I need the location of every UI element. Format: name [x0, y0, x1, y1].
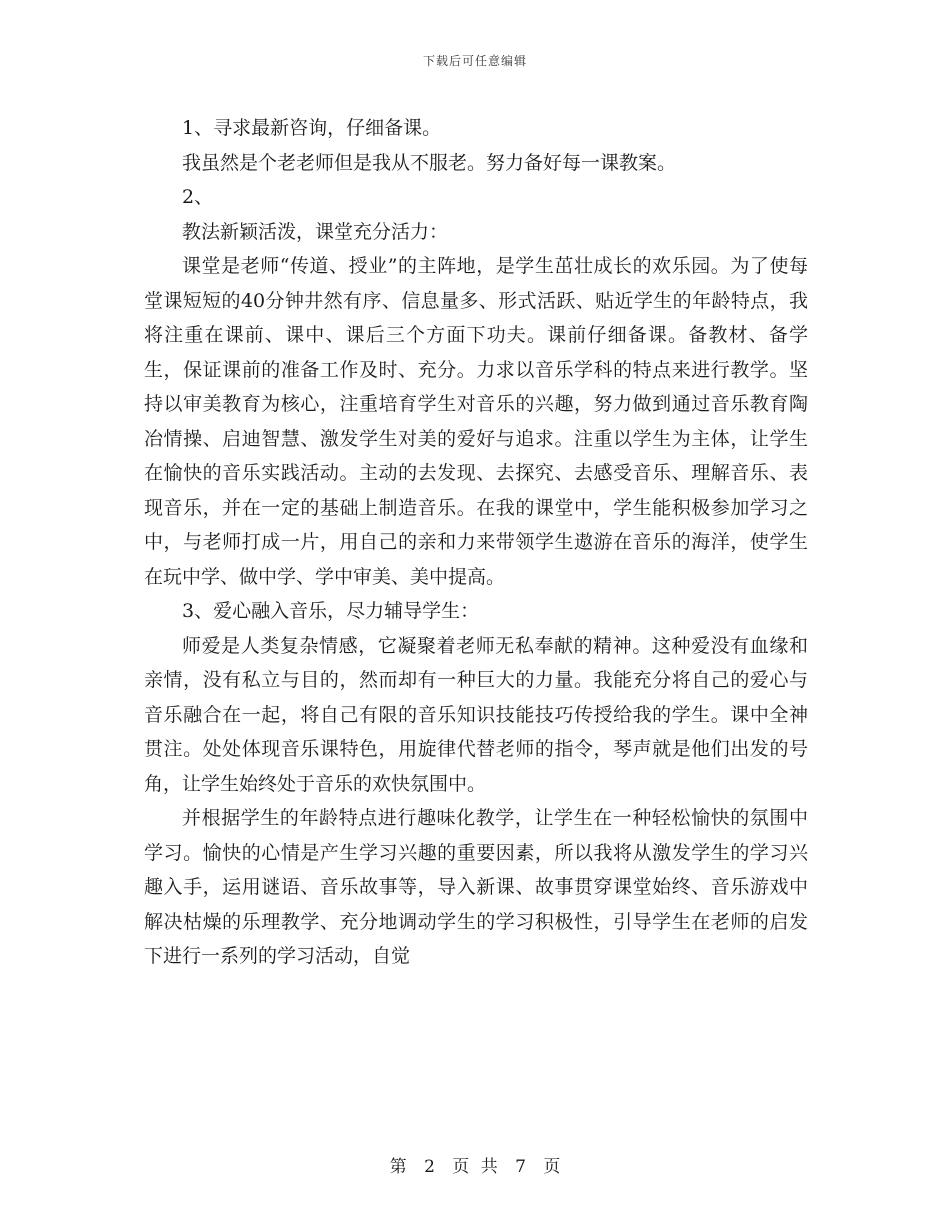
paragraph-5: 课堂是老师“传道、授业”的主阵地，是学生茁壮成长的欢乐园。为了使每堂课短短的40分钟井然有序、信息量多、形式活跃、贴近学生的年龄特点，我将注重在课前、课中、课后三个方面下功夫。课前仔细备课。备教材、备学生，保证课前的准备工作及时、充分。力求以音乐学科的特点来进行教学。坚持以审美教育为核心，注重培育学生对音乐的兴趣，努力做到通过音乐教育陶冶情操、启迪智慧、激发学生对美的爱好与追求。注重以学生为主体，让学生在愉快的音乐实践活动。主动的去发现、去探究、去感受音乐、理解音乐、表现音乐，并在一定的基础上制造音乐。在我的课堂中，学生能积极参加学习之中，与老师打成一片，用自己的亲和力来带领学生遨游在音乐的海洋，使学生在玩中学、做中学、学中审美、美中提高。 [144, 255, 808, 588]
paragraph-8: 并根据学生的年龄特点进行趣味化教学，让学生在一种轻松愉快的氛围中学习。愉快的心情是产生学习兴趣的重要因素，所以我将从激发学生的学习兴趣入手，运用谜语、音乐故事等，导入新课、故事贯穿课堂始终、音乐游戏中解决枯燥的乐理教学、充分地调动学生的学习积极性，引导学生在老师的启发下进行一系列的学习活动，自觉 [144, 807, 808, 967]
footer-suffix: 页 [543, 1157, 561, 1177]
page-footer [0, 1152, 950, 1177]
paragraph-1: 1、寻求最新咨询，仔细备课。 [182, 117, 442, 139]
footer-current-page: 2 [424, 1157, 435, 1177]
document-body [144, 111, 808, 974]
footer-prefix: 第 [389, 1157, 407, 1177]
paragraph-2: 我虽然是个老老师但是我从不服老。努力备好每一课教案。 [182, 151, 677, 174]
footer-total-pages: 7 [515, 1157, 526, 1177]
footer-middle: 页 共 [452, 1157, 498, 1177]
paragraph-3: 2、 [182, 186, 214, 208]
page-header-note: 下载后可任意编辑 [422, 54, 527, 68]
paragraph-6: 3、爱心融入音乐，尽力辅导学生： [182, 600, 480, 622]
paragraph-4: 教法新颖活泼，课堂充分活力： [182, 220, 449, 243]
paragraph-7: 师爱是人类复杂情感，它凝聚着老师无私奉献的精神。这种爱没有血缘和亲情，没有私立与目的，然而却有一种巨大的力量。我能充分将自己的爱心与音乐融合在一起，将自己有限的音乐知识技能技巧传授给我的学生。课中全神贯注。处处体现音乐课特色，用旋律代替老师的指令，琴声就是他们出发的号角，让学生始终处于音乐的欢快氛围中。 [144, 634, 808, 795]
